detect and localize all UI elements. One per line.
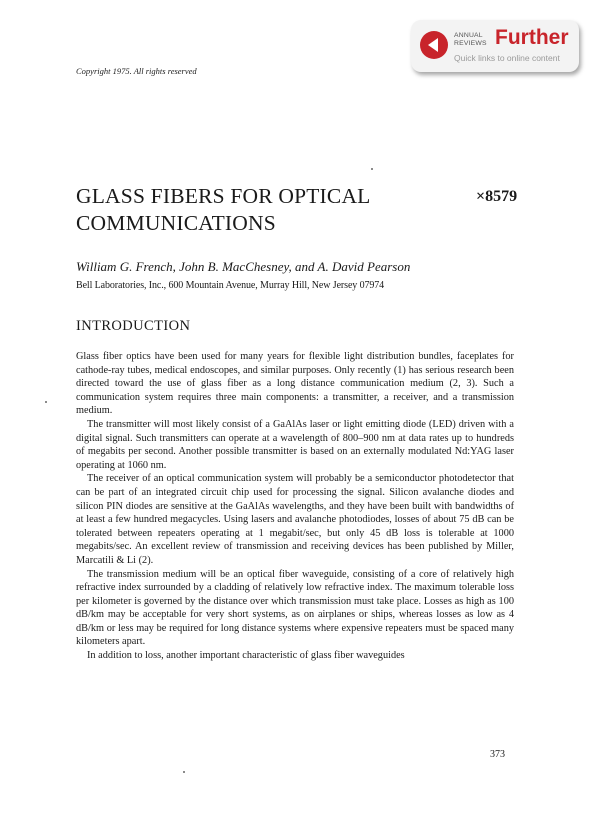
paragraph: Glass fiber optics have been used for many years for flexible light distribution bundles, faceplates for cathode-ray tubes, medical endoscopes, and similar purposes. Only recently (1) has serious research been directed toward the use of glass fiber as a long distance communication medium (2, 3). Such a communication system requires three main components: a transmitter, a receiver, and a transmission medium. (76, 351, 514, 417)
copyright-notice: Copyright 1975. All rights reserved (76, 66, 197, 76)
annual-reviews-brand (454, 32, 487, 47)
article-body (76, 350, 514, 663)
paragraph: In addition to loss, another important characteristic of glass fiber waveguides (87, 650, 405, 662)
author-affiliation: Bell Laboratories, Inc., 600 Mountain Avenue, Murray Hill, New Jersey 07974 (76, 280, 385, 291)
further-link-badge[interactable] (411, 20, 579, 72)
play-left-arrow-icon (420, 31, 448, 59)
paragraph: The transmitter will most likely consist of a GaAlAs laser or light emitting diode (LED) driven with a digital signal. Such transmitters can operate at a wavelength of 800–900 nm at data rates up to hundreds of megabits per second. Another possible transmitter is based on an externally modulated Nd:YAG laser operating at 1060 nm. (76, 418, 514, 471)
scan-speck (371, 168, 373, 170)
section-heading: INTRODUCTION (76, 318, 191, 334)
badge-title: Further (495, 26, 569, 49)
paragraph: The transmission medium will be an optical fiber waveguide, consisting of a core of relatively high refractive index surrounded by a cladding of relatively low refractive index. The maximum tolerable loss per kilometer is governed by the distance over which transmission must take place. Losses as high as 100 dB/km may be acceptable for very short systems, as on airplanes or ships, whereas losses as low as 4 dB/km or less may be required for long distance systems where expensive repeaters must be spaced many kilometers apart. (76, 568, 514, 648)
article-title (76, 183, 371, 237)
scan-speck (45, 401, 47, 403)
article-code: ×8579 (476, 188, 518, 205)
title-line-1: GLASS FIBERS FOR OPTICAL (76, 184, 371, 208)
page-number: 373 (490, 749, 505, 760)
paragraph: The receiver of an optical communication system will probably be a semiconductor photodetector that can be part of an integrated circuit chip used for processing the signal. Silicon avalanche diodes and silicon PIN diodes are sensitive at the GaAlAs wavelengths, and they have been built with bandwidths of at least a few hundred megacycles. Using lasers and avalanche photodiodes, losses of about 75 dB can be tolerated between repeaters operating at 1 megabit/sec, but only 45 dB loss is tolerable at 1000 megabits/sec. An excellent review of transmission and receiving devices has been published by Miller, Marcatili & Li (2). (76, 473, 514, 566)
badge-subtitle: Quick links to online content (454, 53, 560, 63)
title-line-2: COMMUNICATIONS (76, 211, 276, 235)
scan-speck (183, 771, 185, 773)
author-list: William G. French, John B. MacChesney, and A. David Pearson (76, 259, 411, 274)
brand-line-2: REVIEWS (454, 39, 487, 47)
brand-line-1: ANNUAL (454, 32, 483, 39)
